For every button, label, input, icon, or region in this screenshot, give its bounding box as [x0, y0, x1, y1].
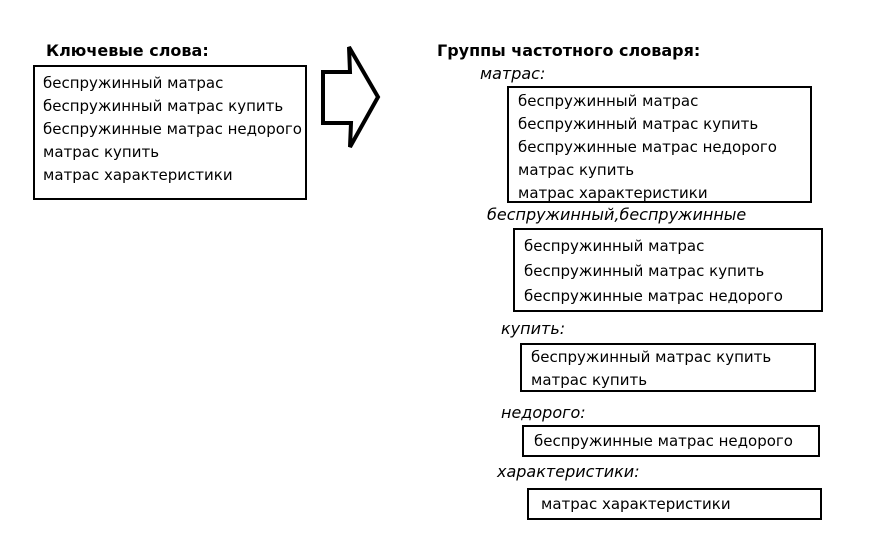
- keywords-title: Ключевые слова:: [46, 41, 209, 60]
- group-item: матрас купить: [518, 161, 635, 179]
- group-item: беспружинные матрас недорого: [534, 432, 793, 450]
- keyword-item: матрас характеристики: [43, 166, 233, 184]
- groups-title: Группы частотного словаря:: [437, 41, 701, 60]
- keyword-item: беспружинный матрас купить: [43, 97, 284, 115]
- group-label-nedorogo: недорого:: [501, 403, 586, 422]
- group-label-kupit: купить:: [501, 319, 566, 338]
- group-item: беспружинный матрас: [518, 92, 699, 110]
- group-box-kharakteristiki: [527, 488, 822, 520]
- keyword-item: матрас купить: [43, 143, 160, 161]
- group-box-kupit: [520, 343, 816, 392]
- keywords-box: [33, 65, 307, 200]
- keyword-item: беспружинный матрас: [43, 74, 224, 92]
- group-item: матрас характеристики: [541, 495, 731, 513]
- block-arrow-right-icon: [317, 38, 387, 156]
- group-item: беспружинный матрас купить: [518, 115, 759, 133]
- group-item: матрас характеристики: [518, 184, 708, 202]
- group-item: беспружинный матрас купить: [524, 262, 765, 280]
- group-box-bespruzhinny: [513, 228, 823, 312]
- group-item: беспружинный матрас купить: [531, 348, 772, 366]
- group-item: матрас купить: [531, 371, 648, 389]
- group-box-nedorogo: [522, 425, 820, 457]
- group-box-matras: [507, 86, 812, 203]
- group-label-bespruzhinny: беспружинный,беспружинные: [487, 205, 747, 224]
- group-label-kharakteristiki: характеристики:: [497, 462, 640, 481]
- keyword-item: беспружинные матрас недорого: [43, 120, 302, 138]
- group-item: беспружинный матрас: [524, 237, 705, 255]
- group-label-matras: матрас:: [480, 64, 546, 83]
- group-item: беспружинные матрас недорого: [524, 287, 783, 305]
- group-item: беспружинные матрас недорого: [518, 138, 777, 156]
